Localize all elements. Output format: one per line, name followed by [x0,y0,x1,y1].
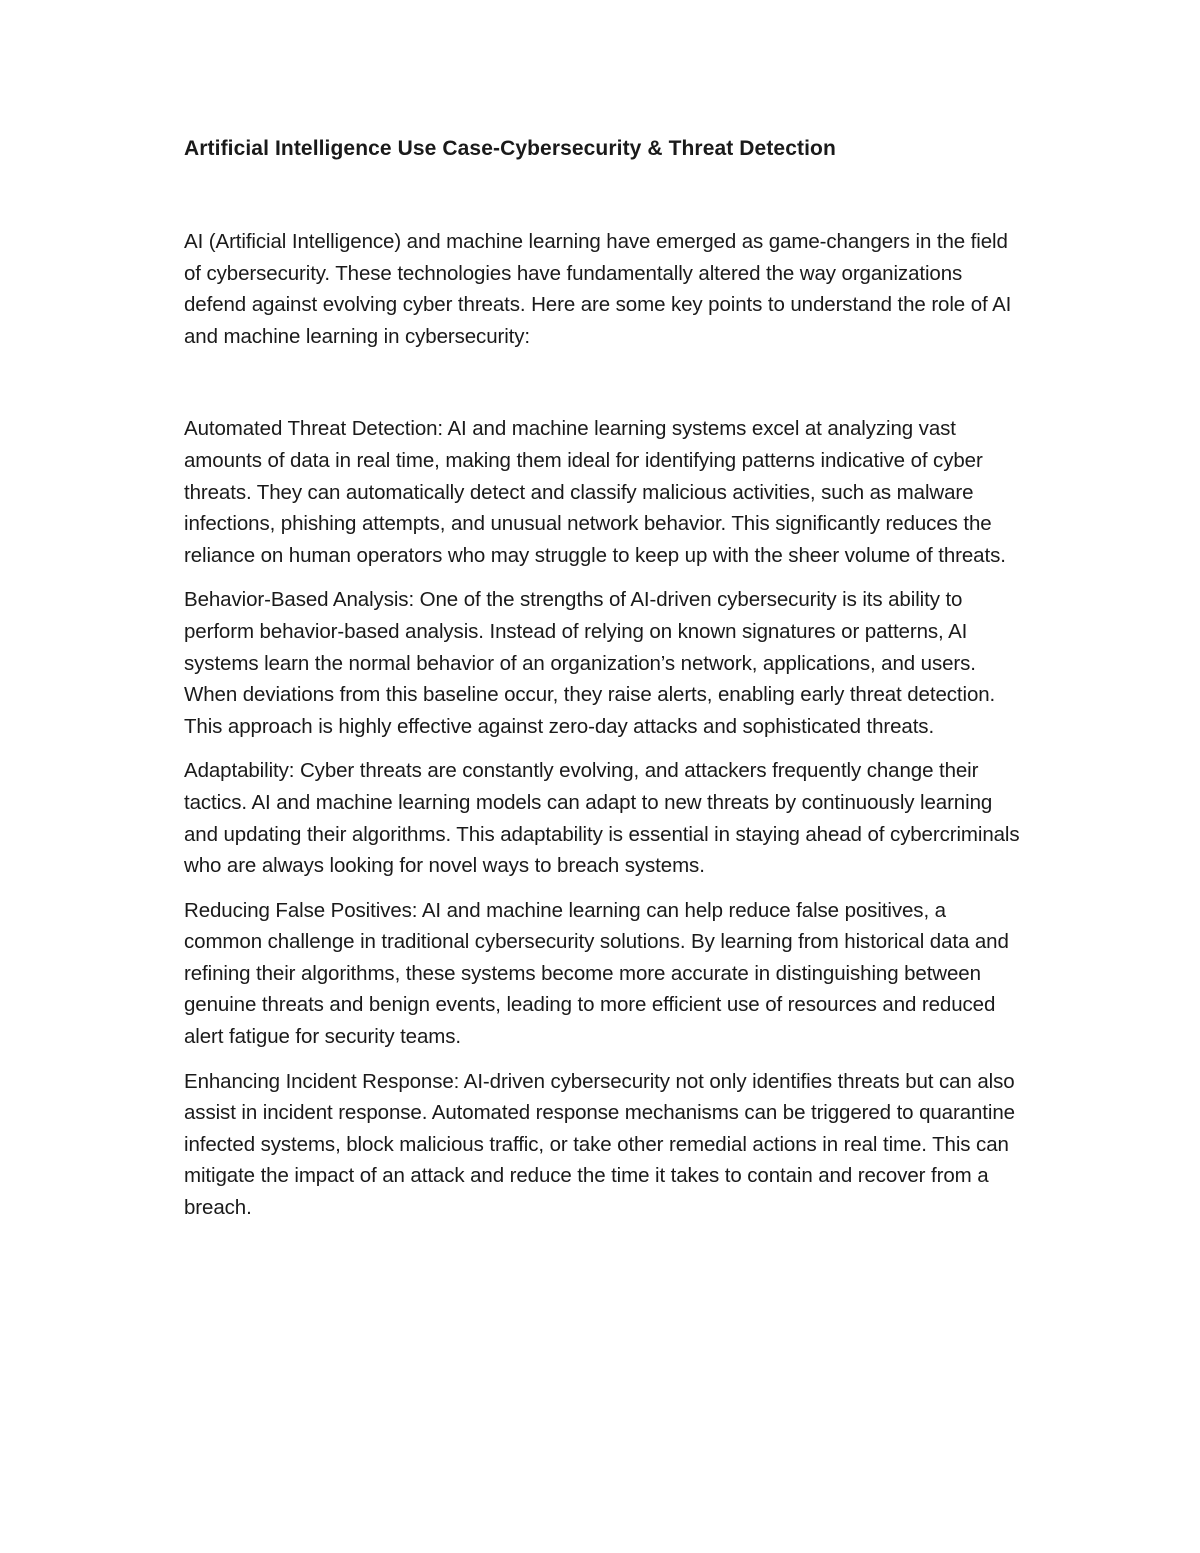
point-behavior-based-analysis: Behavior-Based Analysis: One of the strengths of AI-driven cybersecurity is its ability to perform behavior-based analysis. Instead of relying on known signatures or patterns, AI systems learn the normal behavior of an organization’s network, applications, and users. When deviations from this baseline occur, they raise alerts, enabling early threat detection. This approach is highly effective against zero-day attacks and sophisticated threats. [184,588,996,738]
point-adaptability: Adaptability: Cyber threats are constantly evolving, and attackers frequently change their tactics. AI and machine learning models can adapt to new threats by continuously learning and updating their algorithms. This adaptability is essential in staying ahead of cybercriminals who are always looking for novel ways to breach systems. [184,759,1020,878]
point-reducing-false-positives: Reducing False Positives: AI and machine learning can help reduce false positives, a common challenge in traditional cybersecurity solutions. By learning from historical data and refining their algorithms, these systems become more accurate in distinguishing between genuine threats and benign events, leading to more efficient use of resources and reduced alert fatigue for security teams. [184,898,1009,1049]
key-points-list [184,413,1024,1223]
intro-paragraph: AI (Artificial Intelligence) and machine learning have emerged as game-changers in the field of cybersecurity. These technologies have fundamentally altered the way organizations defend against evolving cyber threats. Here are some key points to understand the role of AI and machine learning in cybersecurity: [184,230,1012,348]
point-automated-threat-detection: Automated Threat Detection: AI and machine learning systems excel at analyzing vast amounts of data in real time, making them ideal for identifying patterns indicative of cyber threats. They can automatically detect and classify malicious activities, such as malware infections, phishing attempts, and unusual network behavior. This significantly reduces the reliance on human operators who may struggle to keep up with the sheer volume of threats. [184,417,1006,567]
document-title: Artificial Intelligence Use Case-Cybersecurity & Threat Detection [184,137,836,160]
document-body [184,134,1024,1224]
point-enhancing-incident-response: Enhancing Incident Response: AI-driven cybersecurity not only identifies threats but can also assist in incident response. Automated response mechanisms can be triggered to quarantine infected systems, block malicious traffic, or take other remedial actions in real time. This can mitigate the impact of an attack and reduce the time it takes to contain and recover from a breach. [184,1069,1015,1220]
